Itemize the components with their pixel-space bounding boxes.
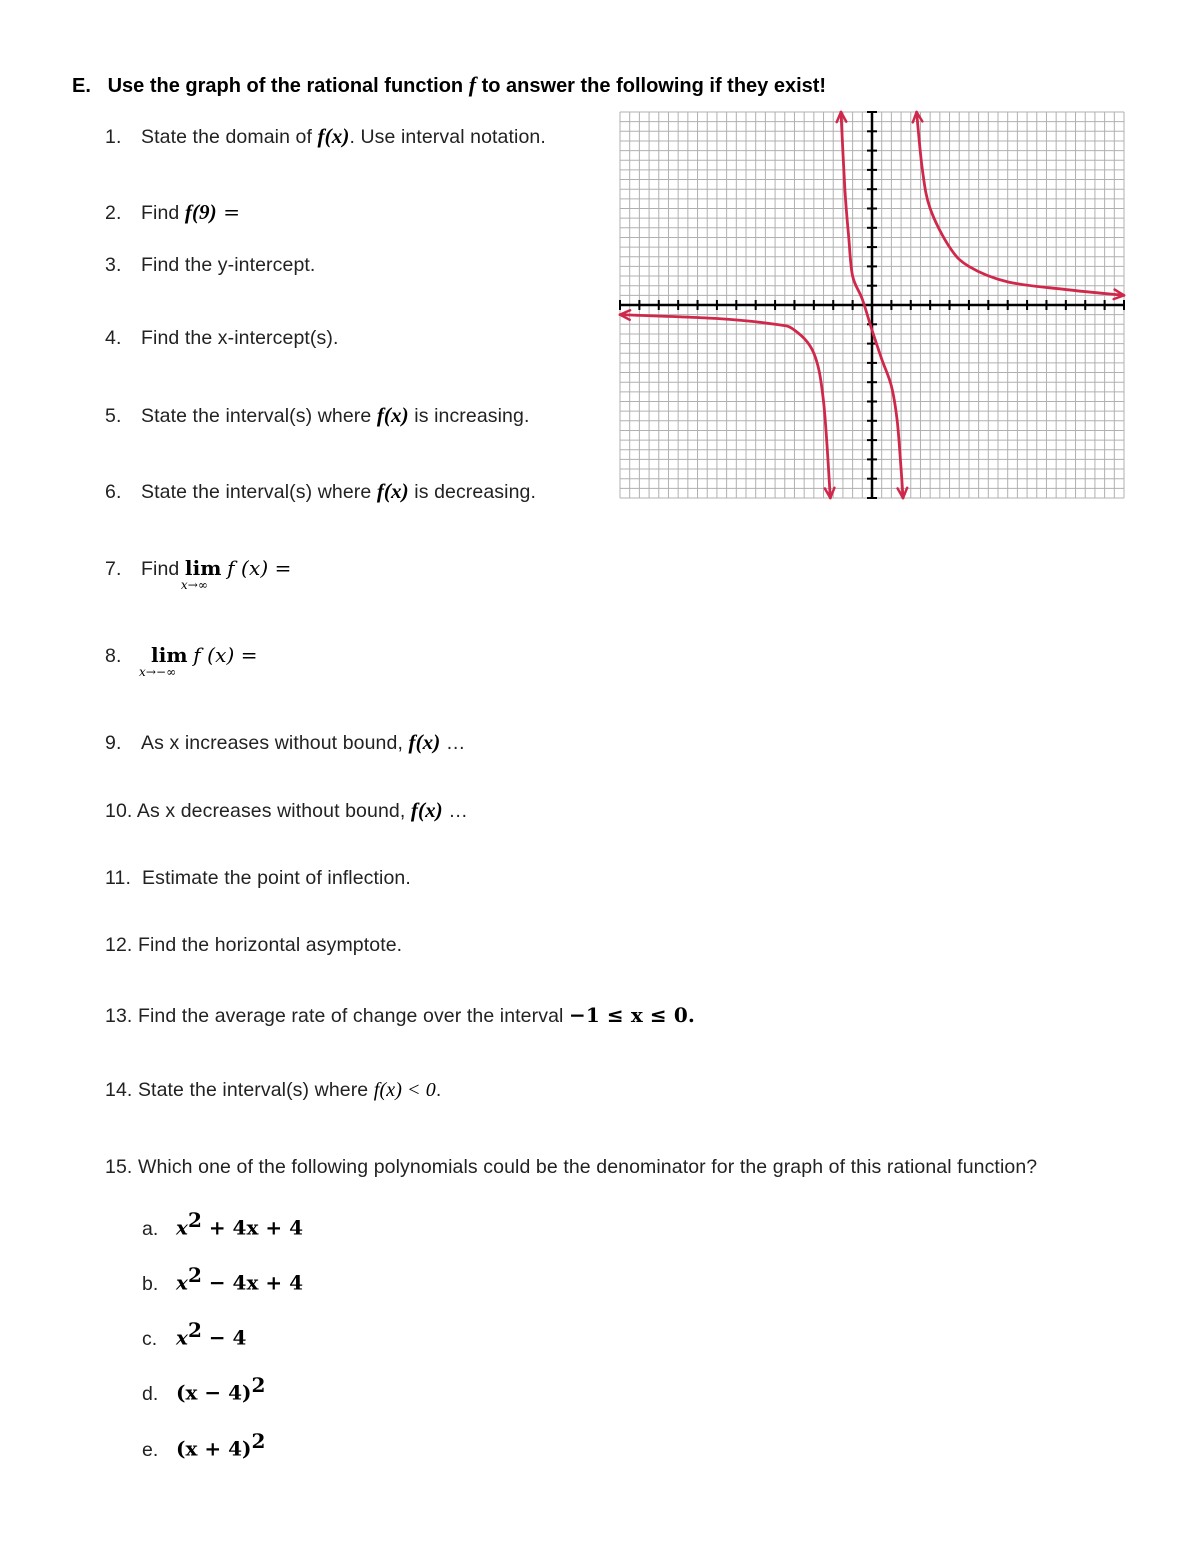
- option-label: e.: [142, 1438, 159, 1461]
- question-number: 9.: [105, 732, 122, 754]
- question-number: 11.: [105, 867, 131, 889]
- option-label: b.: [142, 1272, 159, 1295]
- question-number: 10.: [105, 800, 133, 822]
- question-text: State the interval(s) where: [137, 1079, 369, 1101]
- option-base: x: [176, 1215, 188, 1240]
- question-number: 1.: [105, 126, 122, 148]
- question-text: State the domain of: [141, 126, 313, 148]
- option-label: d.: [142, 1382, 159, 1405]
- limit-word: lim: [151, 643, 188, 667]
- curve-right-branch: [917, 112, 1124, 295]
- curve-left-branch: [620, 315, 830, 498]
- option-exponent: 2: [251, 1429, 266, 1453]
- interval-expression: −1 ≤ x ≤ 0.: [568, 1003, 695, 1027]
- question-text: As x decreases without bound,: [136, 800, 406, 822]
- option-exponent: 2: [187, 1208, 202, 1232]
- question-number: 14.: [105, 1079, 133, 1101]
- function-notation: f(x): [410, 798, 443, 822]
- function-notation: f(x): [376, 479, 409, 503]
- question-text: As x increases without bound,: [141, 732, 403, 754]
- question-12: [105, 934, 402, 957]
- question-text: State the interval(s) where: [141, 405, 372, 427]
- question-number: 8.: [105, 645, 122, 667]
- option-rest: + 4x + 4: [201, 1215, 303, 1240]
- option-exponent: 2: [251, 1373, 266, 1397]
- question-text: Find the x-intercept(s).: [141, 327, 339, 349]
- limit-operator: [139, 643, 188, 679]
- option-base: x: [176, 1270, 188, 1295]
- question-5: [105, 403, 529, 428]
- heading-text-after: to answer the following if they exist!: [481, 75, 827, 97]
- option-rest: − 4: [201, 1325, 247, 1350]
- function-notation: f(x): [317, 124, 350, 148]
- question-text: Find: [141, 558, 180, 580]
- question-number: 7.: [105, 558, 122, 580]
- question-13: [105, 1003, 695, 1028]
- option-e: [142, 1429, 265, 1462]
- question-9: [105, 730, 466, 755]
- option-label: a.: [142, 1217, 159, 1240]
- limit-expression: f (x) =: [193, 643, 258, 667]
- question-number: 5.: [105, 405, 122, 427]
- question-15: [105, 1156, 1037, 1179]
- option-base: x: [176, 1325, 188, 1350]
- rational-function-graph: [612, 104, 1132, 508]
- limit-subscript: x→−∞: [139, 665, 177, 679]
- question-6: [105, 479, 536, 504]
- question-text-tail: =: [216, 200, 241, 224]
- option-rest: − 4x + 4: [201, 1270, 303, 1295]
- question-1: [105, 124, 546, 149]
- limit-word: lim: [184, 556, 222, 580]
- heading-text-before: Use the graph of the rational function: [107, 75, 464, 97]
- limit-expression: f (x) =: [227, 556, 292, 580]
- option-a: [142, 1208, 303, 1241]
- option-c: [142, 1318, 246, 1351]
- option-exponent: 2: [187, 1318, 202, 1342]
- question-3: [105, 254, 315, 277]
- question-number: 4.: [105, 327, 122, 349]
- question-text-tail: is decreasing.: [414, 481, 536, 503]
- option-base: (x − 4): [176, 1380, 252, 1405]
- question-text: Find the average rate of change over the interval: [137, 1005, 564, 1027]
- question-text-tail: .: [435, 1079, 442, 1101]
- function-inequality: f(x) < 0: [373, 1079, 436, 1101]
- question-number: 6.: [105, 481, 122, 503]
- question-8: [105, 643, 258, 679]
- limit-operator: [180, 556, 222, 592]
- question-text-tail: is increasing.: [414, 405, 530, 427]
- question-4: [105, 327, 338, 350]
- function-notation: f(x): [376, 403, 409, 427]
- question-number: 12.: [105, 934, 133, 956]
- question-number: 3.: [105, 254, 122, 276]
- question-text: Find the y-intercept.: [141, 254, 316, 276]
- function-notation: f(9): [184, 200, 217, 224]
- option-exponent: 2: [187, 1263, 202, 1287]
- question-text-tail: . Use interval notation.: [349, 126, 546, 148]
- question-7: [105, 556, 292, 592]
- heading-function-name: f: [468, 72, 477, 97]
- question-text-tail: …: [448, 800, 468, 822]
- question-number: 15.: [105, 1156, 133, 1178]
- question-2: [105, 200, 240, 225]
- question-14: [105, 1079, 441, 1102]
- question-number: 13.: [105, 1005, 133, 1027]
- question-text-tail: …: [445, 732, 466, 754]
- question-number: 2.: [105, 202, 122, 224]
- question-text: State the interval(s) where: [141, 481, 372, 503]
- section-label: E.: [72, 75, 91, 97]
- option-label: c.: [142, 1327, 158, 1350]
- option-b: [142, 1263, 303, 1296]
- question-text: Find: [141, 202, 180, 224]
- question-text: Which one of the following polynomials could be the denominator for the graph of this rational function?: [137, 1156, 1038, 1178]
- option-d: [142, 1373, 265, 1406]
- function-notation: f(x): [408, 730, 441, 754]
- question-10: [105, 798, 468, 823]
- worksheet-heading: [72, 72, 826, 98]
- option-base: (x + 4): [176, 1436, 252, 1461]
- question-11: [105, 867, 411, 890]
- question-text: Estimate the point of inflection.: [142, 867, 411, 889]
- limit-subscript: x→∞: [180, 578, 208, 592]
- question-text: Find the horizontal asymptote.: [137, 934, 403, 956]
